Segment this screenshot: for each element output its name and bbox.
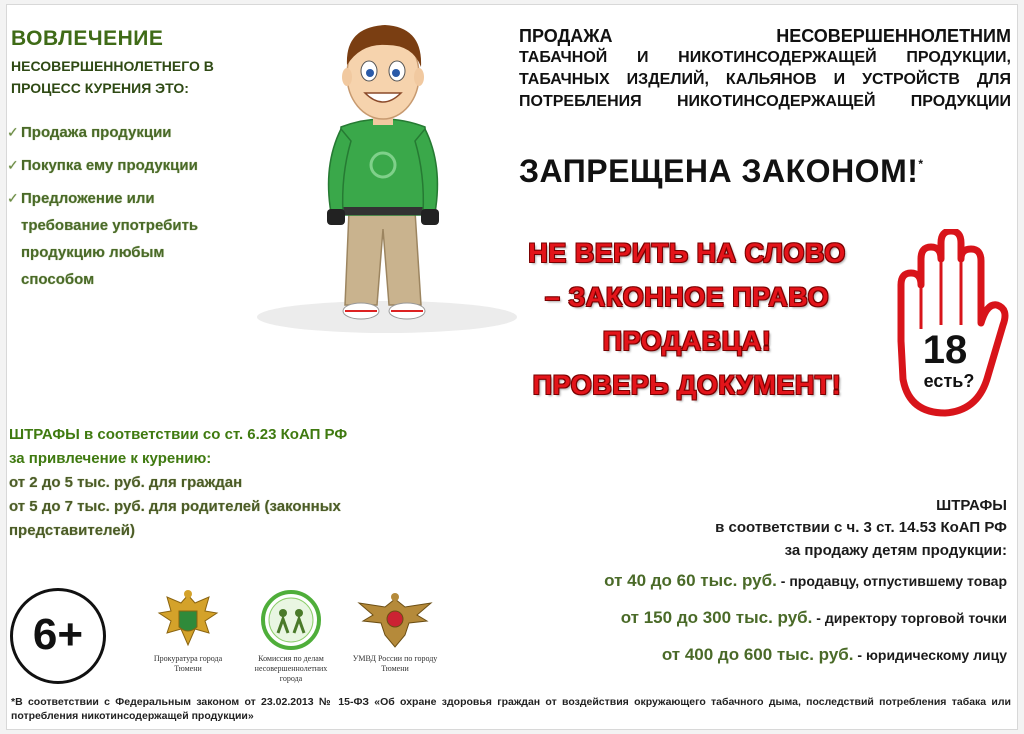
involvement-subtitle: НЕСОВЕРШЕННОЛЕТНЕГО В ПРОЦЕСС КУРЕНИЯ ЭТО: <box>11 58 214 96</box>
fines-right-subject: за продажу детям продукции: <box>784 542 1007 559</box>
involvement-title: ВОВЛЕЧЕНИЕ <box>11 27 164 50</box>
fines-left-line3: от 2 до 5 тыс. руб. для граждан <box>9 474 243 491</box>
involvement-list <box>7 119 237 299</box>
commission-emblem-icon <box>256 589 326 651</box>
fine-row: от 150 до 300 тыс. руб. - директору торговой точки <box>620 608 1007 627</box>
fines-sale-block <box>487 495 1007 674</box>
list-item: ✓ Покупка ему продукции <box>7 152 237 179</box>
check-icon: ✓ <box>7 157 19 173</box>
law-footnote: *В соответствии с Федеральным законом от 23.02.2013 № 15-ФЗ «Об охране здоровья граждан от воздействия окружающего табачного дыма, последствий потребления табака или потребления никотинсодержащей продукции» <box>11 696 1011 722</box>
fines-left-line4: от 5 до 7 тыс. руб. для родителей (законных представителей) <box>9 498 341 539</box>
commission-logo <box>243 589 339 684</box>
warning-line: НЕ ВЕРИТЬ НА СЛОВО <box>528 238 846 268</box>
check-document-warning <box>507 231 867 407</box>
commission-caption: Комиссия по делам несовершеннолетних города <box>254 654 328 683</box>
check-icon: ✓ <box>7 190 19 206</box>
stop-hand-18-icon <box>887 229 1011 419</box>
age-limit-question: есть? <box>923 371 975 391</box>
warning-line: – ЗАКОННОЕ ПРАВО <box>544 282 830 312</box>
prosecutor-caption: Прокуратура города Тюмени <box>153 654 223 673</box>
police-eagle-icon <box>355 589 435 651</box>
warning-line: ПРОДАВЦА! <box>602 326 772 356</box>
eagle-emblem-icon <box>153 589 223 651</box>
fine-row: от 40 до 60 тыс. руб. - продавцу, отпустившему товар <box>604 571 1007 590</box>
age-limit-number: 18 <box>922 328 968 372</box>
age-rating-badge: 6+ <box>10 588 106 684</box>
police-logo <box>347 589 443 674</box>
cartoon-boy-illustration <box>237 15 527 345</box>
police-caption: УМВД России по городу Тюмени <box>352 654 438 673</box>
fines-right-title: ШТРАФЫ <box>936 497 1007 514</box>
list-item: ✓ Предложение или требование употребить продукцию любым способом <box>7 185 237 293</box>
check-icon: ✓ <box>7 124 19 140</box>
sale-ban-line2: ТАБАЧНОЙ И НИКОТИНСОДЕРЖАЩЕЙ ПРОДУКЦИИ, ТАБАЧНЫХ ИЗДЕЛИЙ, КАЛЬЯНОВ И УСТРОЙСТВ ДЛЯ ПОТРЕБЛЕНИЯ НИКОТИНСОДЕРЖАЩЕЙ ПРОДУКЦИИ <box>519 49 1011 110</box>
fines-left-line2: за привлечение к курению: <box>9 450 212 467</box>
fine-row: от 400 до 600 тыс. руб. - юридическому лицу <box>661 645 1007 664</box>
banned-by-law-heading: ЗАПРЕЩЕНА ЗАКОНОМ!* <box>519 153 924 189</box>
warning-line: ПРОВЕРЬ ДОКУМЕНТ! <box>532 370 842 400</box>
sale-ban-statement <box>519 25 1011 113</box>
poster <box>6 4 1018 730</box>
list-item: ✓ Продажа продукции <box>7 119 237 146</box>
sale-ban-line1: ПРОДАЖА НЕСОВЕРШЕННОЛЕТНИМ <box>519 26 1011 46</box>
prosecutor-logo <box>140 589 236 674</box>
fines-left-line1: ШТРАФЫ в соответствии со ст. 6.23 КоАП РФ <box>9 426 348 443</box>
fines-involvement-block <box>9 423 449 543</box>
fines-right-basis: в соответствии с ч. 3 ст. 14.53 КоАП РФ <box>715 519 1007 536</box>
